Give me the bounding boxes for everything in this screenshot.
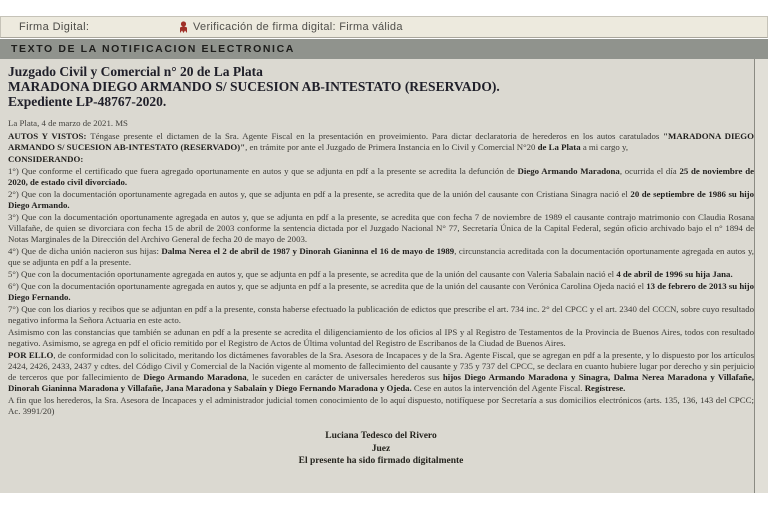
paragraph: 5°) Que con la documentación oportunamente agregada en autos y, que se adjunta en pdf a la presente, se acredita que de la unión del causante con Valeria Sabalain nació el 4 de abril de 1996 su hija Jana. [8,269,733,279]
paragraph: A fin que los herederos, la Sra. Asesora de Incapaces y el administrador judicial tomen conocimiento de lo aquí dispuesto, notifíquese por Secretaría a sus domicilios electrónicos (arts. 135, 136, 143 del CPCC; Ac. 3991/20) [8,395,754,416]
case-title: MARADONA DIEGO ARMANDO S/ SUCESION AB-INTESTATO (RESERVADO). [8,79,500,94]
paragraph: 1°) Que conforme el certificado que fuera agregado oportunamente en autos y que se adjunta en pdf a la presente se acredita la defunción de Diego Armando Maradona, ocurrida el día 25 de noviembre de 2020, de estado civil divorciado. [8,166,754,187]
paragraph: Asimismo con las constancias que también se adunan en pdf a la presente se acredita el diligenciamiento de los oficios al IPS y al Registro de Testamentos de la Provincia de Buenos Aires, todos con resultado negativo. Asimismo, se agrega en pdf el oficio remitido por el Registro de Actos de Última voluntad del Registro de Escribanos de la Ciudad de Buenos Aires. [8,327,754,348]
digitally-signed-note: El presente ha sido firmado digitalmente [298,456,464,466]
paragraph: 4°) Que de dicha unión nacieron sus hijas: Dalma Nerea el 2 de abril de 1987 y Dinorah Gianinna el 16 de mayo de 1989, circunstancia acreditada con la documentación oportunamente agregada en autos y, que se adjunta en pdf a la presente. [8,246,754,267]
judge-name: Luciana Tedesco del Rivero [325,431,437,441]
paragraph: 7°) Que con los diarios y recibos que se adjuntan en pdf a la presente, consta haberse efectuado la publicación de edictos que prescribe el art. 734 inc. 2° del CPCC y el art. 2340 del CCCN, sobre cuyo resultado negativo informa la Señora Actuaria en este acto. [8,304,754,325]
paragraph: 3°) Que con la documentación oportunamente agregada en autos y, que se adjunta en pdf a la presente, se acredita que con fecha 7 de noviembre de 1989 el causante contrajo matrimonio con Claudia Rosana Villafañe, de quien se divorciara con fecha 15 de abril de 2003 conforme la sentencia dictada por el Juzgado Nacional N° 77, Secretaría Única de la Capital Federal, según oficio archivado bajo el n° 1894 de Notas Marginales de la Dirección del Archivo General de fecha 20 de mayo de 2003. [8,212,754,244]
case-number: Expediente LP-48767-2020. [8,94,167,109]
paragraph: CONSIDERANDO: [8,154,84,164]
signature-seal-icon [179,21,188,33]
notification-text-banner [0,39,768,59]
paragraph: POR ELLO, de conformidad con lo solicitado, meritando los dictámenes favorables de la Sra. Asesora de Incapaces y de la Sra. Agente Fiscal, que se agregan en pdf a la presente, y lo dispuesto por los artículos 2424, 2426, 2433, 2437 y cdtes. del Código Civil y Comercial de la Nación vigente al momento de fallecimiento del causante y 735 y 737 del CPCC, se declara en cuanto hubiere lugar por derecho y sin perjuicio de terceros que por fallecimiento de Diego Armando Maradona, le suceden en carácter de universales herederos sus hijos Diego Armando Maradona y Sinagra, Dalma Nerea Maradona y Villafañe, Dinorah Gianinna Maradona y Villafañe, Jana Maradona y Sabalaín y Diego Fernando Maradona y Ojeda. Cese en autos la intervención del Agente Fiscal. Regístrese. [8,350,754,393]
document-right-margin [755,59,768,493]
document-right-edge [754,59,755,493]
digital-signature-bar [0,16,768,38]
dateline: La Plata, 4 de marzo de 2021. MS [8,118,128,128]
paragraph: AUTOS Y VISTOS: Téngase presente el dictamen de la Sra. Agente Fiscal en la presentación en proveimiento. Para dictar declaratoria de herederos en los autos caratulados "MARADONA DIEGO ARMANDO S/ SUCESION AB-INTESTATO (RESERVADO)", en trámite por ante el Juzgado de Primera Instancia en lo Civil y Comercial N°20 de La Plata a mi cargo y, [8,131,754,152]
judge-title: Juez [371,443,391,454]
signature-block [8,430,754,468]
verification-group [179,21,403,33]
firma-digital-label: Firma Digital: [19,21,90,33]
court-name: Juzgado Civil y Comercial n° 20 de La Plata [8,64,263,79]
paragraph: 2°) Que con la documentación oportunamente agregada en autos y, que se adjunta en pdf a la presente, se acredita que de la unión del causante con Cristiana Sinagra nació el 20 de septiembre de 1986 su hijo Diego Armando. [8,189,754,210]
verification-status: Verificación de firma digital: Firma válida [193,21,403,33]
banner-title: TEXTO DE LA NOTIFICACION ELECTRONICA [11,43,295,55]
paragraph: 6°) Que con la documentación oportunamente agregada en autos y, que se adjunta en pdf a la presente, se acredita que de la unión del causante con Verónica Carolina Ojeda nació el 13 de febrero de 2013 su hijo Diego Fernando. [8,281,755,302]
document-body [0,59,768,493]
document-paragraphs [8,131,754,417]
